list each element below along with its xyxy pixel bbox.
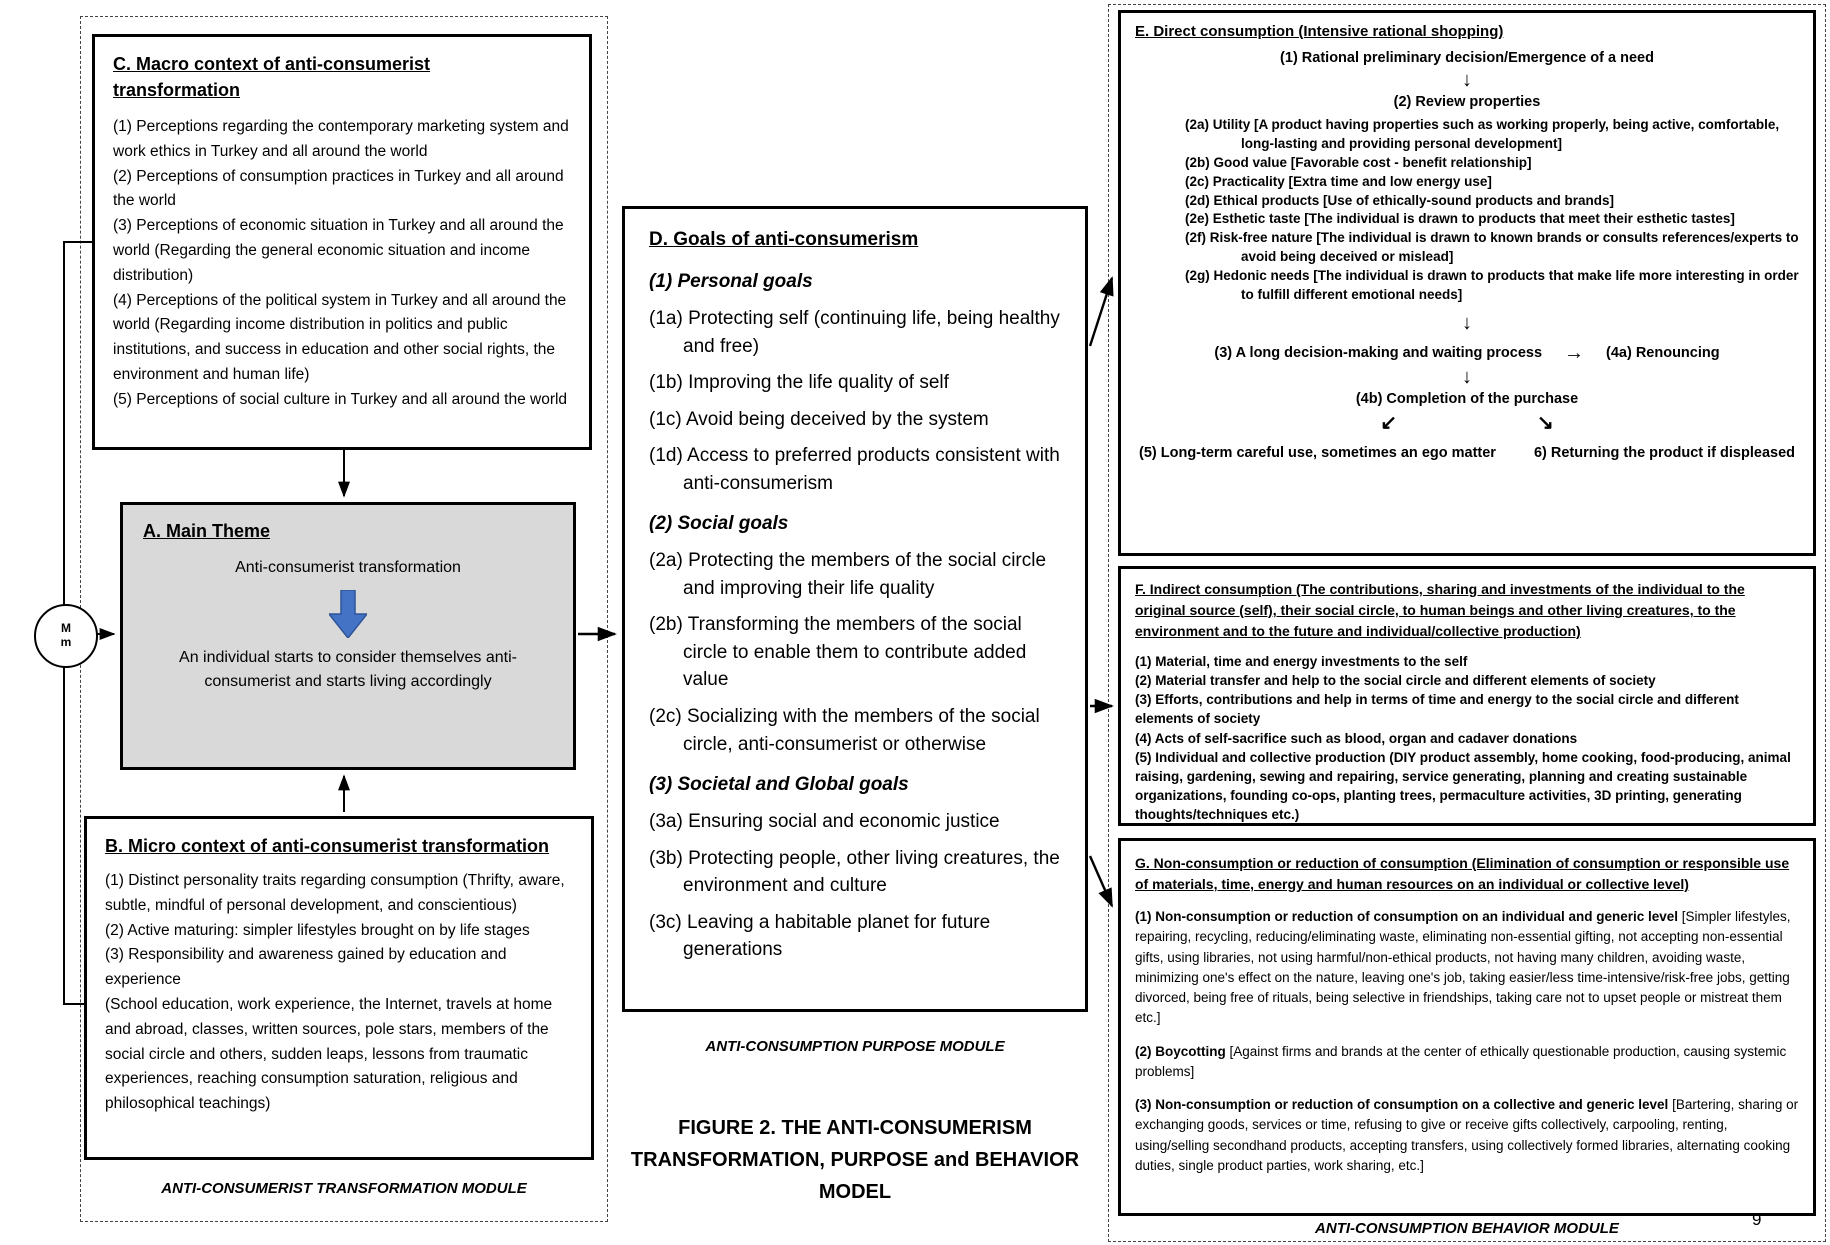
mm-marker-circle: [34, 604, 98, 668]
box-f-title: F. Indirect consumption (The contributions, sharing and investments of the individual to the original source (self), their social circle, to human beings and other living creatures, to the environment and to the future and individual/collective production): [1135, 581, 1745, 639]
transformation-module-label: ANTI-CONSUMERIST TRANSFORMATION MODULE: [161, 1180, 527, 1197]
down-left-arrow-icon: ↙: [1380, 411, 1397, 434]
nonconsumption-item: [1135, 1042, 1799, 1083]
behavior-module-label: ANTI-CONSUMPTION BEHAVIOR MODULE: [1315, 1220, 1619, 1237]
box-g-non-consumption: [1118, 838, 1816, 1216]
section-heading: (1) Personal goals: [649, 271, 813, 292]
item-detail: [Bartering, sharing or exchanging goods, services or time, refusing to give or receive gifts collectively, carpooling, renting, using/selling secondhand products, accepting transfers, using collectively formed libraries, alternating cooking duties, single product parties, work sharing, etc.]: [1135, 1097, 1799, 1173]
box-c-title: C. Macro context of anti-consumerist transformation: [113, 54, 431, 100]
e-step-4b: (4b) Completion of the purchase: [1355, 390, 1579, 407]
goals-section-social: [649, 513, 1061, 758]
mm-marker-bottom: m: [60, 635, 72, 649]
box-b-title: B. Micro context of anti-consumerist transformation: [105, 836, 550, 856]
box-e-direct-consumption: [1118, 10, 1816, 556]
item-detail: [Against firms and brands at the center of ethically questionable production, causing systemic problems]: [1135, 1043, 1787, 1079]
down-arrow-icon: ↓: [1462, 365, 1472, 388]
purpose-module-label: ANTI-CONSUMPTION PURPOSE MODULE: [705, 1038, 1005, 1055]
indirect-item: (4) Acts of self-sacrifice such as blood, organ and cadaver donations: [1135, 730, 1578, 746]
e-step-2: (2) Review properties: [1393, 94, 1541, 110]
property-item: (2c) Practicality [Extra time and low energy use]: [1185, 173, 1492, 189]
section-heading: (2) Social goals: [649, 513, 789, 535]
indirect-item: (1) Material, time and energy investments to the self: [1135, 654, 1468, 669]
blue-down-arrow-icon: [329, 590, 367, 638]
box-a-top-text: Anti-consumerist transformation: [235, 559, 461, 576]
down-arrow-icon: ↓: [1462, 69, 1472, 91]
property-item: (2d) Ethical products [Use of ethically-sound products and brands]: [1185, 192, 1615, 208]
box-d-goals: [622, 206, 1088, 1012]
goals-section-societal: [649, 774, 1061, 964]
box-a-main-theme: [120, 502, 576, 770]
indirect-item: (3) Efforts, contributions and help in terms of time and energy to the social circle and different elements of society: [1135, 692, 1739, 727]
mm-marker-top: M: [61, 621, 71, 636]
item-detail: [Simpler lifestyles, repairing, recycling, reducing/eliminating waste, eliminating non-essential gifting, not accepting non-essential gifts, using libraries, not using harmful/non-ethical products, not having many children, avoiding waste, minimizing one's effect on the nature, leaving one's job, taking easier/less time-intensive/risk-free jobs, getting divorced, being free of rituals, being selective in friendships, taking care not to upset people or mistreat them etc.]: [1135, 909, 1791, 1026]
down-arrow-icon: ↓: [1462, 311, 1472, 334]
macro-item: (5) Perceptions of social culture in Turkey and all around the world: [113, 390, 568, 408]
e-outcome-row: [1135, 445, 1799, 461]
box-b-micro-context: [84, 816, 594, 1160]
box-f-indirect-consumption: [1118, 566, 1816, 826]
section-heading: (3) Societal and Global goals: [649, 774, 909, 796]
macro-item: (1) Perceptions regarding the contemporary marketing system and work ethics in Turkey and all around the world: [113, 118, 569, 160]
right-arrow-icon: →: [1564, 341, 1585, 364]
e-branch-arrows: [1380, 409, 1554, 437]
e-properties-list: [1185, 116, 1805, 305]
indirect-item: (5) Individual and collective production (DIY product assembly, home cooking, food-producing, animal raising, gardening, sewing and repairing, service generating, planning and creating sustainable organizations, founding co-ops, planting trees, permaculture activities, 3D printing, generating thoughts/techniques etc.): [1135, 749, 1791, 823]
micro-item: (2) Active maturing: simpler lifestyles brought on by life stages: [105, 921, 530, 939]
goal-item: (1a) Protecting self (continuing life, being healthy and free): [649, 308, 1060, 357]
e-decision-row: [1214, 343, 1719, 363]
blue-down-arrow-shape: [329, 590, 367, 638]
goal-item: (3b) Protecting people, other living creatures, the environment and culture: [649, 847, 1060, 897]
box-g-title: G. Non-consumption or reduction of consumption (Elimination of consumption or responsible use of materials, time, energy and human resources on an individual or collective level): [1135, 855, 1790, 892]
goal-item: (2c) Socializing with the members of the social circle, anti-consumerist or otherwise: [649, 706, 1040, 755]
e-step-6: 6) Returning the product if displeased: [1533, 444, 1795, 461]
macro-item: (3) Perceptions of economic situation in Turkey and all around the world (Regarding the general economic situation and income distribution): [113, 217, 564, 284]
macro-item: (2) Perceptions of consumption practices in Turkey and all around the world: [113, 167, 564, 210]
goal-item: (3a) Ensuring social and economic justice: [649, 811, 1000, 833]
nonconsumption-item: [1135, 907, 1799, 1029]
item-lead: (3) Non-consumption or reduction of consumption on a collective and generic level: [1135, 1097, 1669, 1112]
goal-item: (1d) Access to preferred products consistent with anti-consumerism: [649, 445, 1060, 494]
goal-item: (2b) Transforming the members of the social circle to enable them to contribute added value: [649, 614, 1027, 691]
page-number: 9: [1752, 1210, 1762, 1229]
goal-item: (1c) Avoid being deceived by the system: [649, 408, 989, 430]
goals-section-personal: [649, 271, 1061, 497]
property-item: (2a) Utility [A product having properties such as working properly, being active, comfortable, long-lasting and providing personal development]: [1185, 117, 1780, 151]
property-item: (2e) Esthetic taste [The individual is drawn to products that meet their esthetic tastes]: [1185, 211, 1735, 227]
box-c-body: [113, 115, 571, 413]
property-item: (2f) Risk-free nature [The individual is drawn to known brands or consults references/experts to avoid being deceived or mislead]: [1185, 230, 1799, 265]
e-step-4a: (4a) Renouncing: [1606, 344, 1720, 361]
item-lead: (1) Non-consumption or reduction of consumption on an individual and generic level: [1135, 909, 1679, 924]
property-item: (2g) Hedonic needs [The individual is drawn to products that make life more interesting in order to fulfill different emotional needs]: [1185, 268, 1799, 303]
box-e-title: E. Direct consumption (Intensive rational shopping): [1135, 23, 1504, 40]
e-step-5: (5) Long-term careful use, sometimes an ego matter: [1139, 444, 1496, 461]
property-item: (2b) Good value [Favorable cost - benefit relationship]: [1185, 154, 1532, 170]
micro-item: (3) Responsibility and awareness gained by education and experience: [105, 946, 507, 989]
indirect-item: (2) Material transfer and help to the social circle and different elements of society: [1135, 673, 1656, 689]
box-a-title: A. Main Theme: [143, 521, 271, 541]
down-right-arrow-icon: ↘: [1537, 411, 1554, 434]
figure-caption: FIGURE 2. THE ANTI-CONSUMERISM TRANSFORMATION, PURPOSE and BEHAVIOR MODEL: [630, 1117, 1080, 1203]
box-a-bottom-text: An individual starts to consider themselves anti-consumerist and starts living accordingly: [179, 649, 517, 690]
item-lead: (2) Boycotting: [1135, 1043, 1226, 1059]
e-step-3: (3) A long decision-making and waiting process: [1214, 344, 1543, 361]
goal-item: (1b) Improving the life quality of self: [649, 372, 949, 394]
goal-item: (3c) Leaving a habitable planet for future generations: [649, 911, 991, 961]
nonconsumption-item: [1135, 1095, 1799, 1176]
micro-item: (1) Distinct personality traits regarding consumption (Thrifty, aware, subtle, mindful of personal development, and conscientious): [105, 872, 565, 914]
goal-item: (2a) Protecting the members of the social circle and improving their life quality: [649, 550, 1047, 599]
box-d-title: D. Goals of anti-consumerism: [649, 229, 919, 250]
macro-item: (4) Perceptions of the political system in Turkey and all around the world (Regarding income distribution in politics and public institutions, and success in education and other social rights, the environment and human life): [113, 291, 567, 383]
e-step-1: (1) Rational preliminary decision/Emergence of a need: [1280, 50, 1654, 66]
box-b-body: [105, 869, 573, 1117]
box-c-macro-context: [92, 34, 592, 450]
micro-item: (School education, work experience, the Internet, travels at home and abroad, classes, written sources, pole stars, members of the social circle and others, sudden leaps, lessons from traumatic experiences, reaching consumption saturation, religious and philosophical teachings): [105, 995, 553, 1113]
